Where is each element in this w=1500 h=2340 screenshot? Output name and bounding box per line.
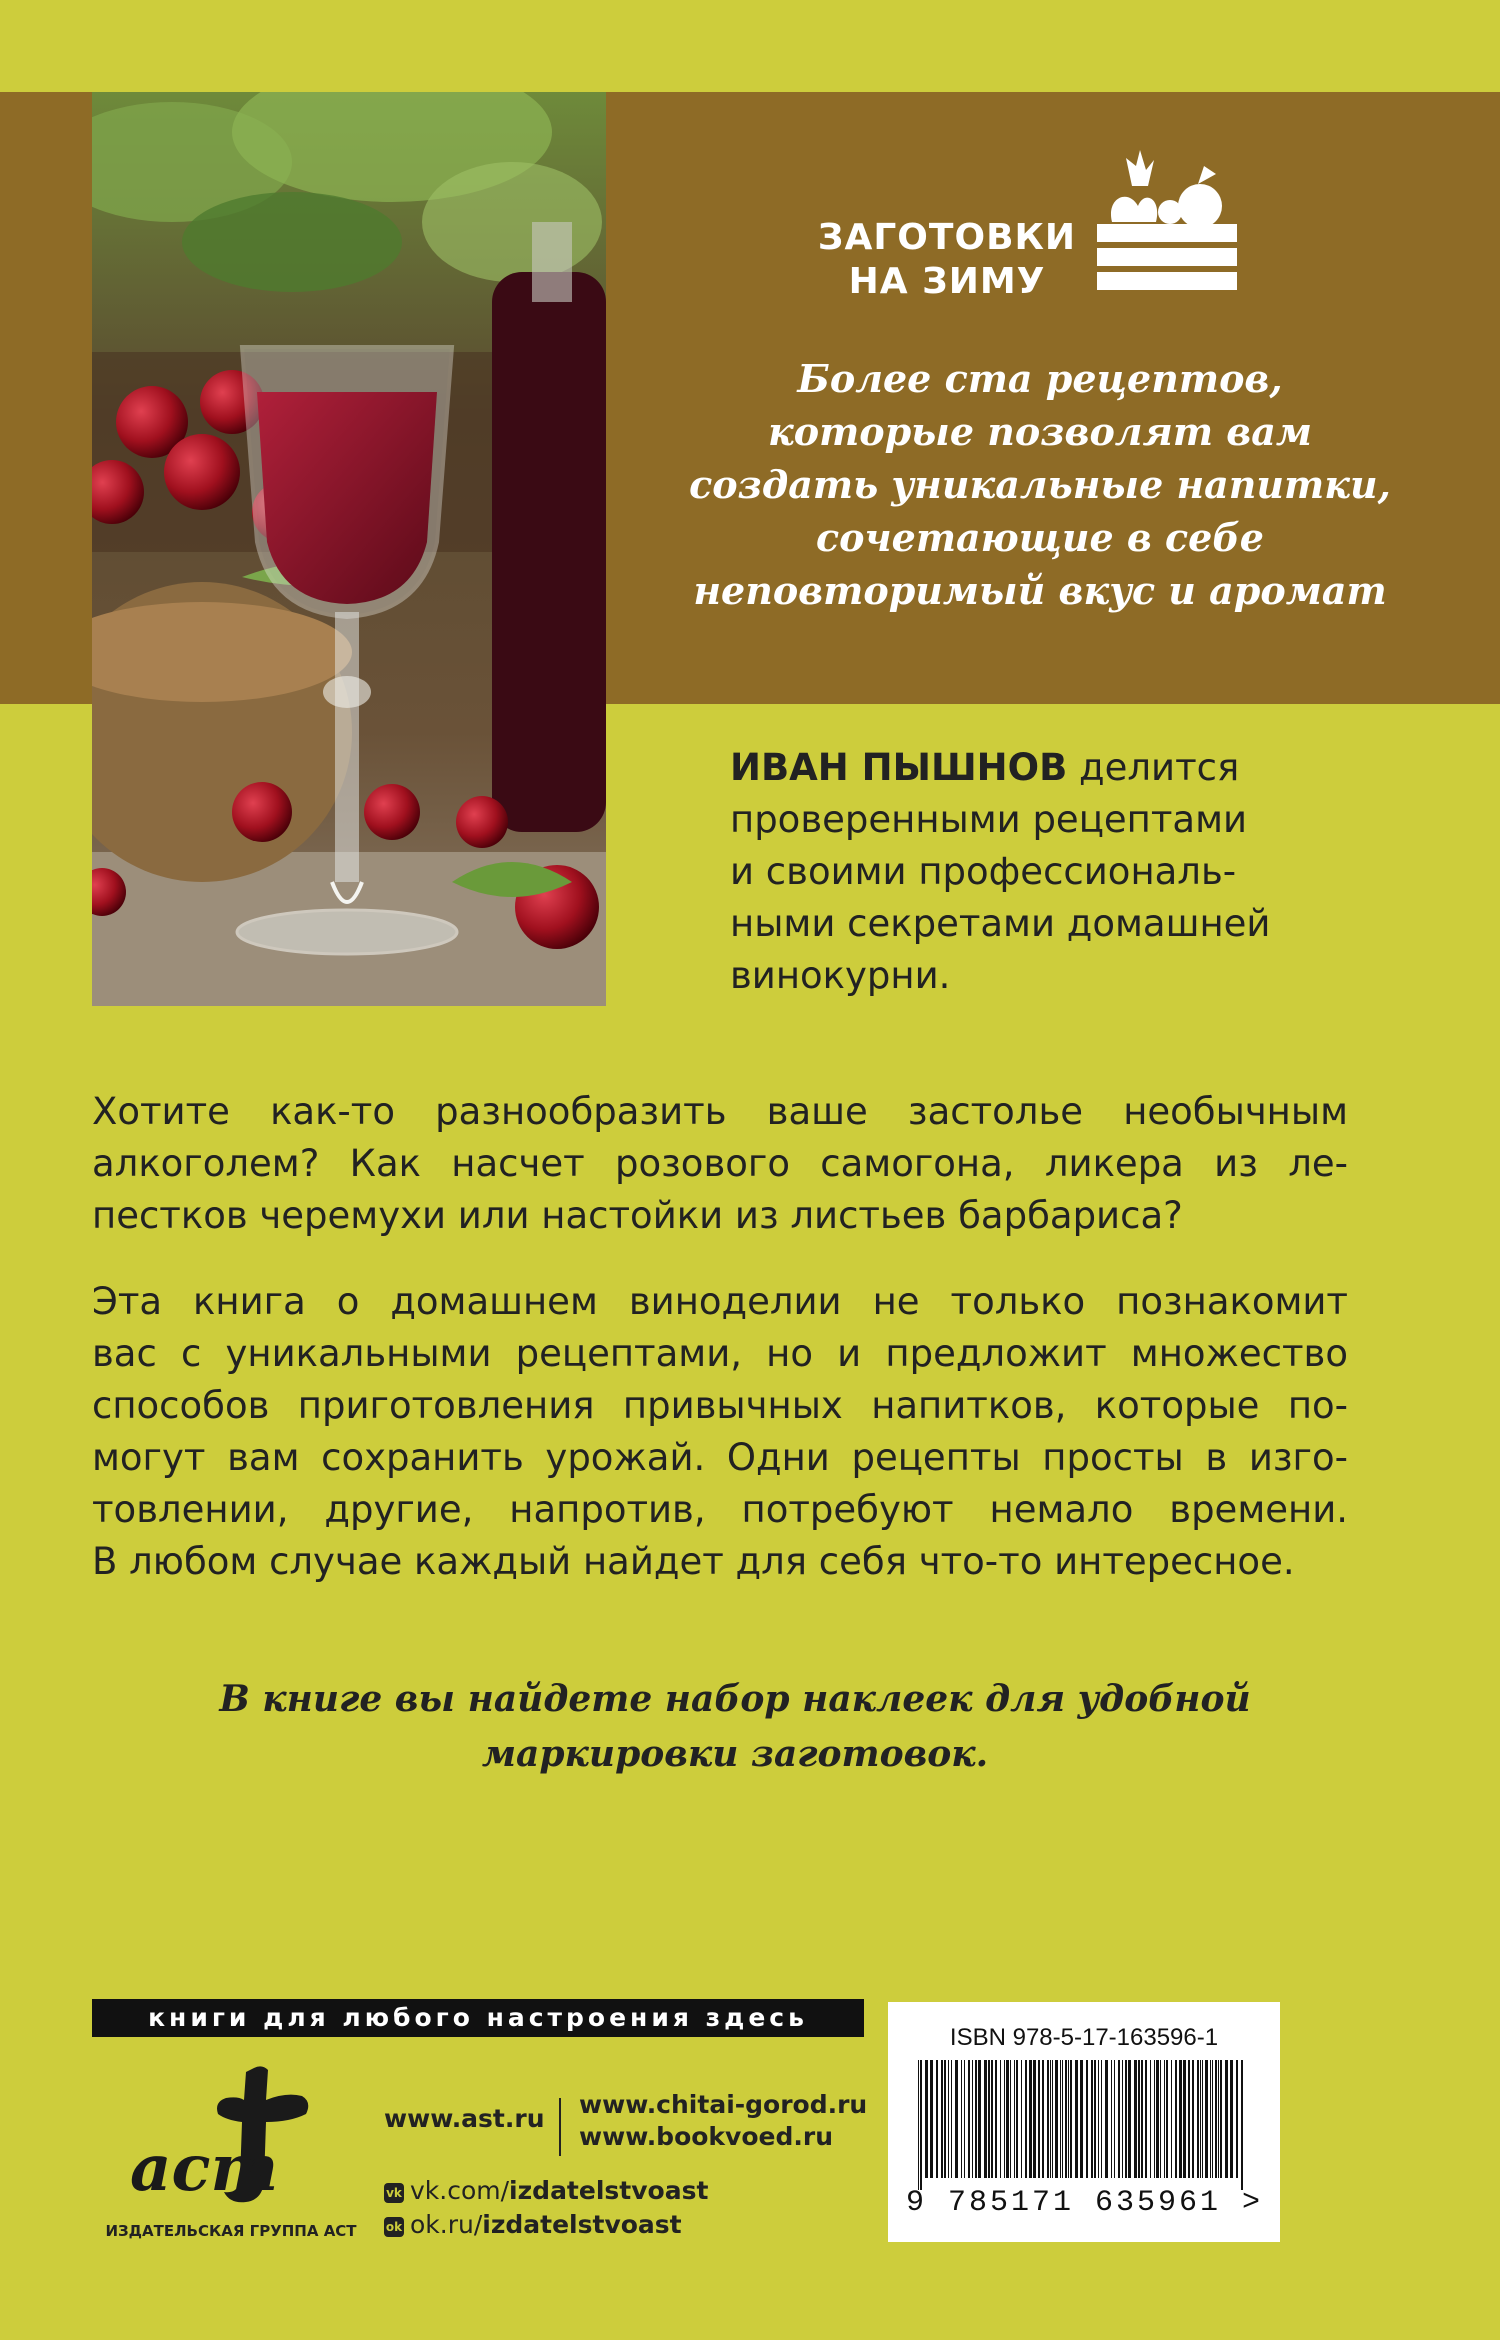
barcode-bar (1200, 2060, 1201, 2178)
barcode-bar (1150, 2060, 1151, 2178)
barcode-digits: 9 785171 635961 > (906, 2186, 1264, 2220)
barcode-bar (1094, 2060, 1096, 2178)
cherry-liqueur-photo (92, 92, 606, 1006)
barcode-bar (978, 2060, 981, 2178)
tagline-line: которые позволят вам (768, 409, 1312, 454)
ast-logo (126, 2062, 326, 2212)
series-title-line1: ЗАГОТОВКИ (817, 217, 1077, 258)
barcode-bar (1241, 2060, 1243, 2190)
description-line: Хотите как-то разнообразить ваше застолье необычным (92, 1090, 1348, 1133)
description-paragraph-2 (92, 1276, 1348, 1588)
barcode-bar (984, 2060, 987, 2178)
barcode-bar (1192, 2060, 1194, 2178)
barcode-bar (1212, 2060, 1213, 2178)
barcode-bar (1016, 2060, 1018, 2178)
author-line: проверенными рецептами (730, 798, 1248, 841)
description-line: алкоголем? Как насчет розового самогона, ликера из ле- (92, 1142, 1348, 1185)
author-line: ными секретами домашней (730, 902, 1271, 945)
barcode-bar (961, 2060, 962, 2178)
barcode-bar (1215, 2060, 1217, 2178)
vk-icon: vk (384, 2183, 404, 2203)
barcode-bar (1091, 2060, 1093, 2178)
chitai-gorod-link[interactable]: www.chitai-gorod.ru (579, 2090, 868, 2119)
author-name: ИВАН ПЫШНОВ (730, 746, 1068, 789)
barcode-bar (1179, 2060, 1182, 2178)
barcode-bar (955, 2060, 958, 2178)
vk-link[interactable] (384, 2174, 708, 2208)
cover-photo (92, 92, 606, 1006)
author-line (730, 742, 1410, 794)
barcode-bar (1006, 2060, 1009, 2178)
ast-site-link[interactable]: www.ast.ru (384, 2104, 545, 2133)
description-line: Эта книга о домашнем виноделии не только познакомит (92, 1280, 1348, 1323)
author-line-rest: делится (1067, 746, 1240, 789)
barcode-bar (1086, 2060, 1088, 2178)
barcode-bar (1105, 2060, 1108, 2178)
barcode-bar (1197, 2060, 1199, 2178)
description-line: вас с уникальными рецептами, но и предложит множество (92, 1332, 1348, 1375)
barcode-bar (968, 2060, 970, 2178)
barcode-bar (1098, 2060, 1099, 2178)
tagline-line: создать уникальные напитки, (689, 462, 1391, 507)
barcode-bar (1010, 2060, 1011, 2178)
barcode-bars (918, 2060, 1250, 2190)
barcode-bar (1047, 2060, 1049, 2178)
barcode-bar (1029, 2060, 1032, 2178)
barcode-bar (1025, 2060, 1027, 2178)
barcode-bar (1038, 2060, 1040, 2178)
barcode-bar (972, 2060, 973, 2178)
tagline-line: Более ста рецептов, (797, 356, 1283, 401)
barcode-bar (1236, 2060, 1238, 2178)
vk-link-prefix: vk.com/ (410, 2176, 510, 2205)
barcode-bar (948, 2060, 949, 2178)
barcode-panel (888, 2002, 1280, 2242)
barcode-bar (1145, 2060, 1147, 2178)
barcode-bar (991, 2060, 993, 2178)
ok-icon: ok (384, 2217, 404, 2237)
barcode-bar (1220, 2060, 1222, 2178)
barcode-bar (1101, 2060, 1102, 2178)
barcode-bar (1156, 2060, 1159, 2178)
vk-link-handle: izdatelstvoast (509, 2176, 709, 2205)
ok-link-handle: izdatelstvoast (482, 2210, 682, 2239)
barcode-bar (1122, 2060, 1123, 2178)
barcode-bar (1042, 2060, 1044, 2178)
ast-logo-text: аст (130, 2131, 279, 2206)
book-description (92, 1086, 1348, 1588)
publisher-name: ИЗДАТЕЛЬСКАЯ ГРУППА АСТ (105, 2222, 357, 2240)
barcode-bar (1154, 2060, 1155, 2178)
ok-link-prefix: ok.ru/ (410, 2210, 483, 2239)
barcode-bar (1218, 2060, 1219, 2178)
barcode-bar (1225, 2060, 1228, 2178)
barcode-bar (1171, 2060, 1172, 2178)
links-divider (559, 2098, 561, 2156)
barcode-bar (1080, 2060, 1083, 2178)
publisher-slogan: книги для любого настроения здесь (92, 1999, 864, 2037)
tagline-line: неповторимый вкус и аромат (693, 568, 1387, 613)
barcode-bar (1111, 2060, 1112, 2178)
barcode-bar (936, 2060, 938, 2178)
barcode-bar (1050, 2060, 1051, 2178)
barcode-bar (1166, 2060, 1168, 2178)
description-paragraph-1 (92, 1086, 1348, 1242)
barcode-bar (1183, 2060, 1186, 2178)
ok-link[interactable] (384, 2208, 682, 2242)
description-line: способов приготовления привычных напитков, которые по- (92, 1384, 1348, 1427)
description-line: товлении, другие, напротив, потребуют немало времени. (92, 1488, 1348, 1531)
description-line: В любом случае каждый найдет для себя что-то интересное. (92, 1540, 1295, 1583)
barcode-bar (1014, 2060, 1015, 2178)
author-description (730, 742, 1410, 1002)
crate-with-produce-icon (1092, 146, 1242, 296)
barcode-bar (925, 2060, 928, 2178)
barcode-bar (964, 2060, 965, 2178)
barcode-bar (1160, 2060, 1161, 2178)
barcode-bar (918, 2060, 919, 2190)
barcode-bar (1070, 2060, 1072, 2178)
description-line: пестков черемухи или настойки из листьев барбариса? (92, 1194, 1183, 1237)
barcode-bar (1068, 2060, 1069, 2178)
barcode-bar (1052, 2060, 1053, 2178)
barcode-bar (1188, 2060, 1190, 2178)
barcode-bar (1021, 2060, 1022, 2178)
barcode-bar (1000, 2060, 1001, 2178)
author-line: винокурни. (730, 954, 951, 997)
stickers-note (160, 1672, 1310, 1782)
barcode-bar (941, 2060, 943, 2178)
barcode-bar (988, 2060, 990, 2178)
barcode-bar (1210, 2060, 1211, 2178)
barcode-bar (1004, 2060, 1005, 2178)
barcode-bar (1125, 2060, 1127, 2178)
description-line: могут вам сохранить урожай. Одни рецепты просты в изго- (92, 1436, 1348, 1479)
barcode-bar (1134, 2060, 1137, 2178)
barcode-bar (1075, 2060, 1078, 2178)
tagline (680, 352, 1400, 617)
barcode-bar (1230, 2060, 1233, 2178)
barcode-bar (1118, 2060, 1120, 2178)
barcode-bar (1062, 2060, 1063, 2178)
series-title (812, 216, 1082, 304)
barcode-bar (1164, 2060, 1165, 2178)
barcode-bar (1128, 2060, 1131, 2178)
barcode-bar (1202, 2060, 1203, 2178)
author-line: и своими профессиональ- (730, 850, 1237, 893)
barcode-bar (944, 2060, 946, 2178)
barcode-bar (920, 2060, 922, 2190)
barcode-bar (1138, 2060, 1140, 2178)
barcode-bar (1205, 2060, 1208, 2178)
barcode-bar (951, 2060, 952, 2178)
barcode-bar (1175, 2060, 1177, 2178)
isbn-label: ISBN 978-5-17-163596-1 (949, 2024, 1219, 2051)
barcode-bar (1141, 2060, 1143, 2178)
stickers-line: маркировки заготовок. (481, 1733, 989, 1775)
barcode-bar (995, 2060, 997, 2178)
stickers-line: В книге вы найдете набор наклеек для удобной (219, 1678, 1251, 1720)
bookvoed-link[interactable]: www.bookvoed.ru (579, 2122, 834, 2151)
series-badge (812, 146, 1252, 306)
barcode-bar (1033, 2060, 1036, 2178)
tagline-line: сочетающие в себе (816, 515, 1264, 560)
barcode-bar (1060, 2060, 1061, 2178)
barcode-bar (975, 2060, 977, 2178)
barcode-bar (1114, 2060, 1115, 2178)
barcode-bar (930, 2060, 933, 2178)
barcode-bar (1065, 2060, 1067, 2178)
series-title-line2: НА ЗИМУ (848, 261, 1046, 302)
barcode-bar (1055, 2060, 1058, 2178)
